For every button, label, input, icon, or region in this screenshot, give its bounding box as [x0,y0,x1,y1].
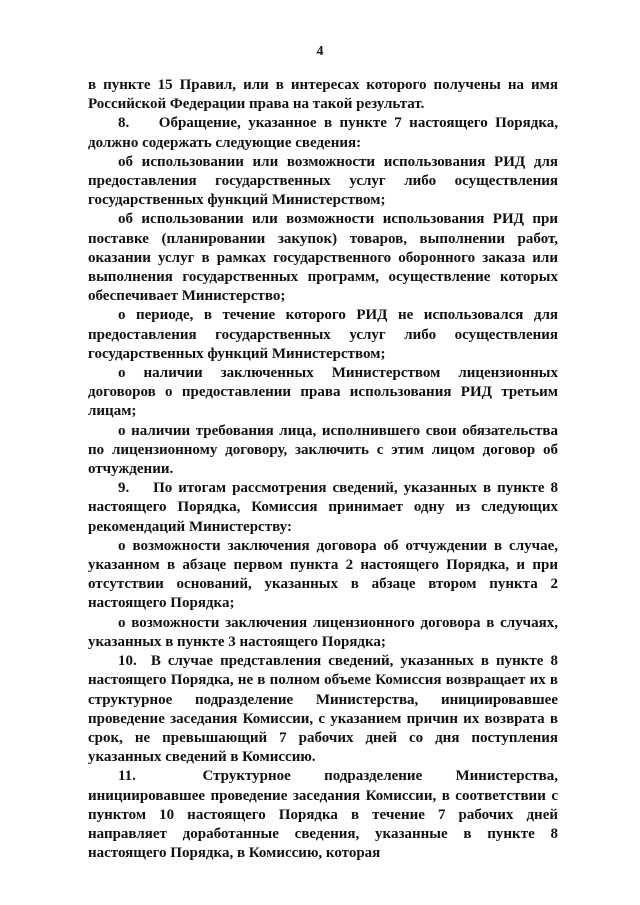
paragraph-item-9: 9. По итогам рассмотрения сведений, указанных в пункте 8 настоящего Порядка, Комиссия принимает одну из следующих рекомендаций Министерству: [88,480,558,535]
document-body [88,76,558,863]
paragraph-continuation: в пункте 15 Правил, или в интересах которого получены на имя Российской Федерации права на такой результат. [88,77,558,113]
paragraph-item-10: 10. В случае представления сведений, указанных в пункте 8 настоящего Порядка, не в полном объеме Комиссия возвращает их в структурное подразделение Министерства, инициировавшее проведение заседания Комиссии, с указанием причин их возврата в срок, не превышающий 7 рабочих дней со дня поступления указанных сведений в Комиссию. [88,653,558,766]
paragraph-9-sub-2: о возможности заключения лицензионного договора в случаях, указанных в пункте 3 настоящего Порядка; [88,614,558,650]
paragraph-8-sub-1: об использовании или возможности использования РИД для предоставления государственных услуг либо осуществления государственных функций Министерством; [88,153,558,209]
paragraph-item-11: 11. Структурное подразделение Министерства, инициировавшее проведение заседания Комиссии, в соответствии с пунктом 10 настоящего Порядка в течение 7 рабочих дней направляет доработанные сведения, указанные в пункте 8 настоящего Порядка, в Комиссию, которая [88,768,558,862]
paragraph-item-8: 8. Обращение, указанное в пункте 7 настоящего Порядка, должно содержать следующие сведения: [88,115,558,151]
paragraph-8-sub-5: о наличии требования лица, исполнившего свои обязательства по лицензионному договору, заключить с этим лицом договор об отчуждении. [88,422,558,478]
paragraph-8-sub-2: об использовании или возможности использования РИД при поставке (планировании закупок) товаров, выполнении работ, оказании услуг в рамках государственного оборонного заказа или выполнения государственных программ, осуществление которых обеспечивает Министерство; [88,211,558,305]
paragraph-8-sub-3: о периоде, в течение которого РИД не использовался для предоставления государственных услуг либо осуществления государственных функций Министерством; [88,307,558,362]
paragraph-9-sub-1: о возможности заключения договора об отчуждении в случае, указанном в абзаце первом пункта 2 настоящего Порядка, и при отсутствии оснований, указанных в абзаце втором пункта 2 настоящего Порядка; [88,537,558,612]
page-number: 4 [316,44,324,59]
paragraph-8-sub-4: о наличии заключенных Министерством лицензионных договоров о предоставлении права использования РИД третьим лицам; [88,365,558,420]
